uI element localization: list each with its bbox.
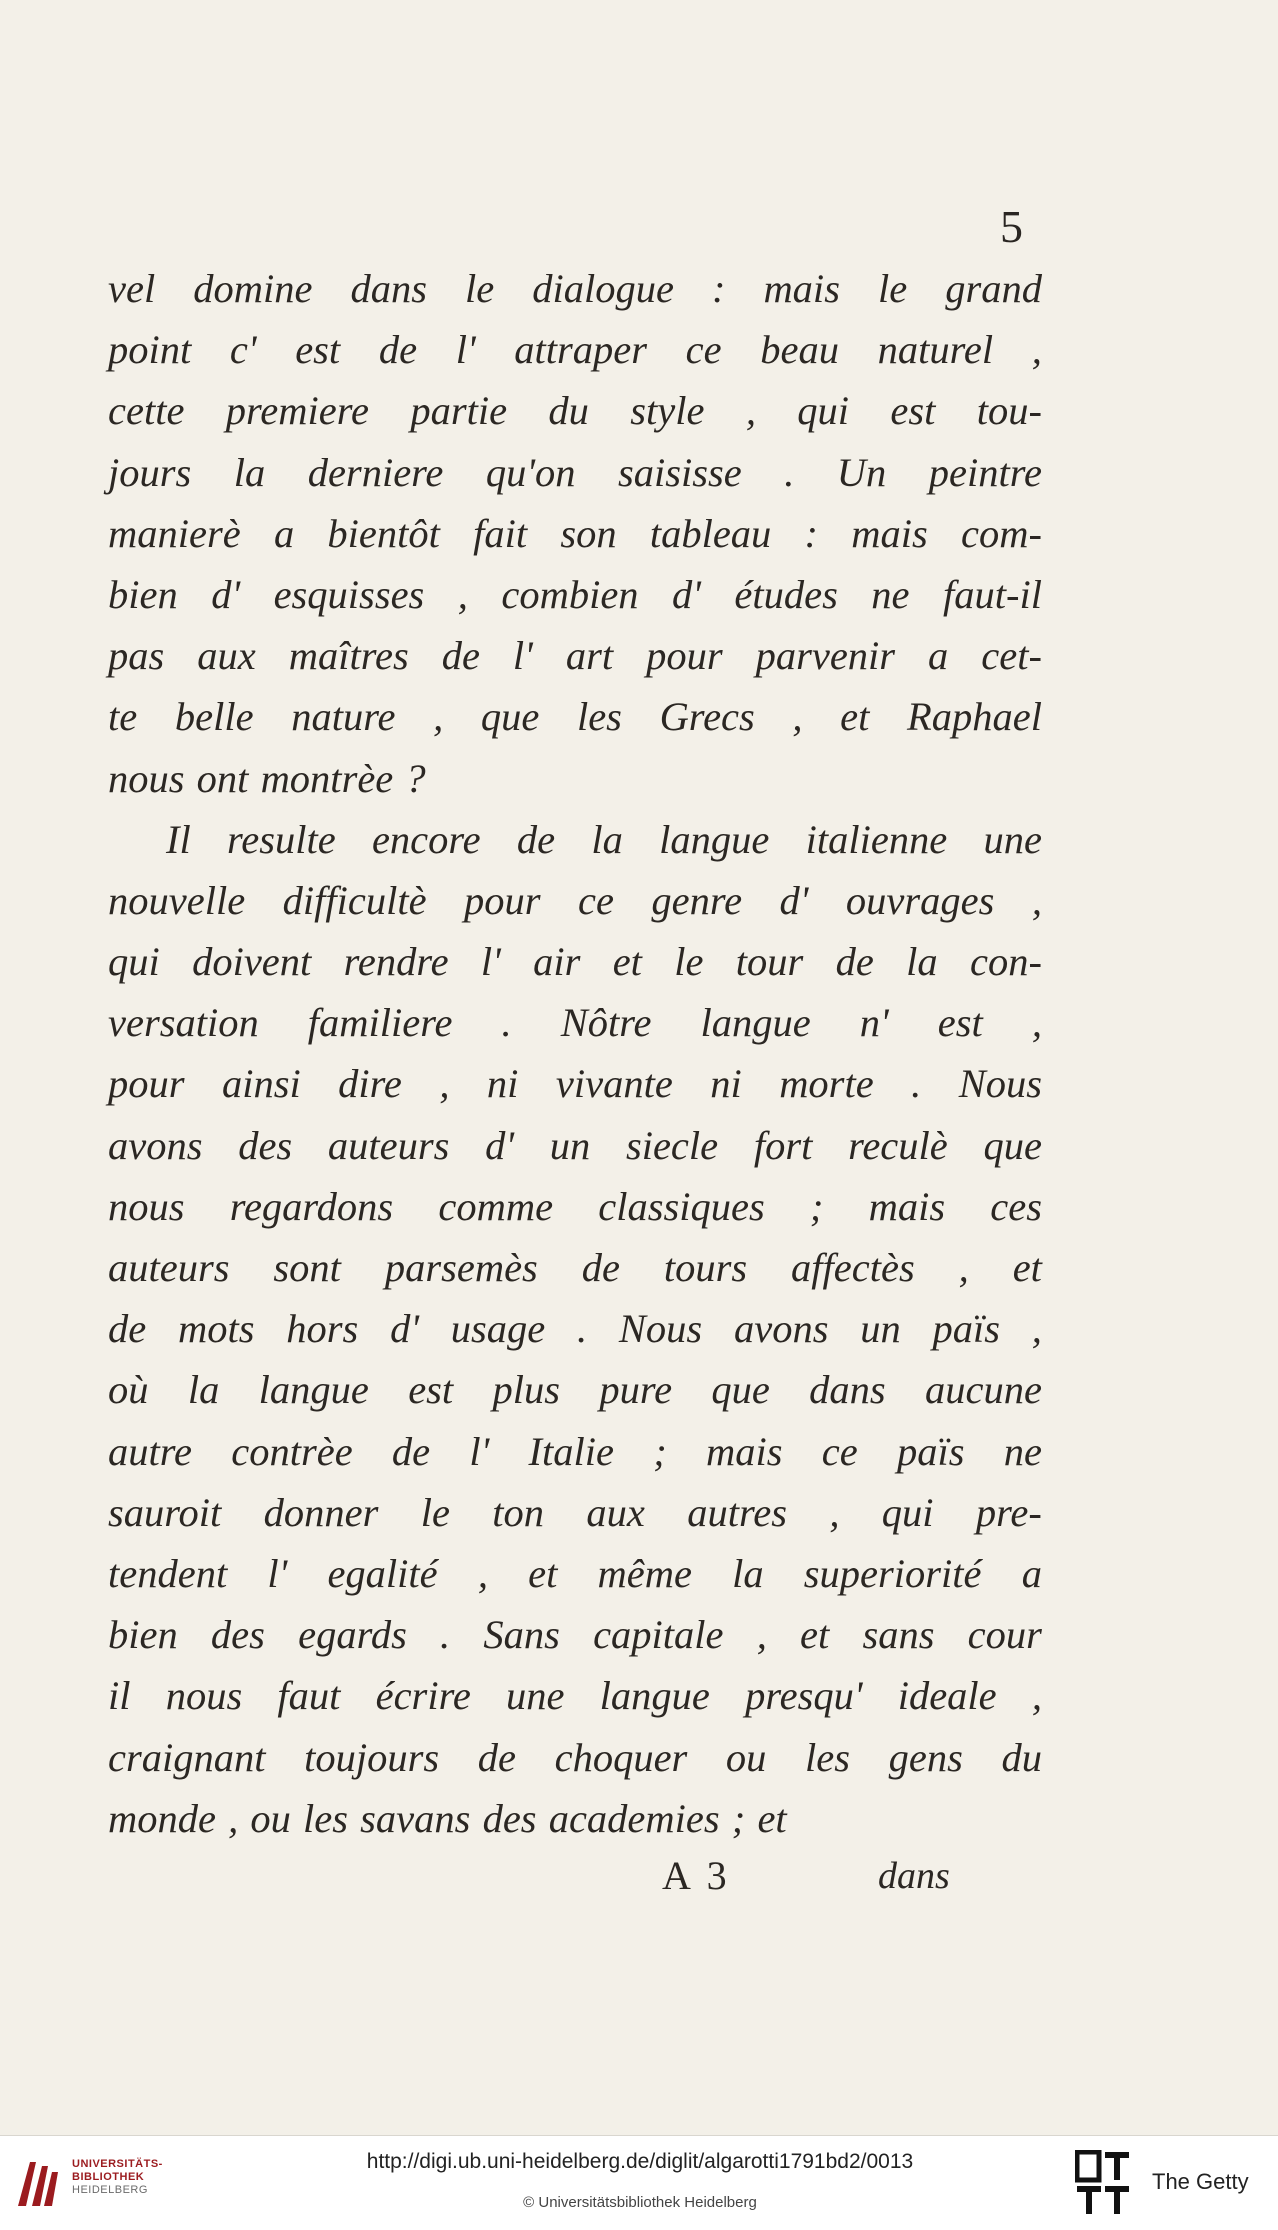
text-line: point c' est de l' attraper ce beau naturel ,	[108, 327, 1042, 373]
body-text	[108, 258, 1042, 1849]
text-line: manierè a bientôt fait son tableau : mais com-	[108, 510, 1042, 556]
signature-mark: A 3	[662, 1853, 731, 1898]
text-line: craignant toujours de choquer ou les gens du	[108, 1734, 1042, 1780]
catchline	[0, 1852, 1278, 1912]
text-line: Il resulte encore de la langue italienne une	[166, 816, 1042, 862]
text-line: de mots hors d' usage . Nous avons un païs ,	[108, 1306, 1042, 1352]
text-line: où la langue est plus pure que dans aucune	[108, 1367, 1042, 1413]
footer-bar	[0, 2135, 1278, 2230]
text-line: qui doivent rendre l' air et le tour de la con-	[108, 939, 1042, 985]
text-line: pour ainsi dire , ni vivante ni morte . Nous	[108, 1061, 1042, 1107]
library-name-line1: UNIVERSITÄTS-	[72, 2158, 163, 2170]
text-line: bien des egards . Sans capitale , et sans cour	[108, 1612, 1042, 1658]
university-library-logo-icon	[12, 2152, 62, 2212]
text-line: autre contrèe de l' Italie ; mais ce païs ne	[108, 1428, 1042, 1474]
text-line: tendent l' egalité , et même la superiorité a	[108, 1550, 1042, 1596]
text-line: auteurs sont parsemès de tours affectès , et	[108, 1245, 1042, 1290]
text-line: avons des auteurs d' un siecle fort reculè que	[108, 1122, 1042, 1168]
text-line: il nous faut écrire une langue presqu' ideale ,	[108, 1673, 1042, 1719]
text-line: jours la derniere qu'on saisisse . Un peintre	[108, 449, 1042, 495]
text-line: te belle nature , que les Grecs , et Raphael	[108, 694, 1042, 740]
text-line: bien d' esquisses , combien d' études ne faut-il	[108, 571, 1042, 617]
page-number: 5	[1000, 201, 1023, 252]
text-line: sauroit donner le ton aux autres , qui pre-	[108, 1489, 1042, 1535]
library-name	[72, 2158, 163, 2197]
permalink-url[interactable]: http://digi.ub.uni-heidelberg.de/diglit/algarotti1791bd2/0013	[366, 2150, 914, 2173]
text-line: nous ont montrèe ?	[108, 755, 426, 801]
text-line: nous regardons comme classiques ; mais ces	[108, 1183, 1042, 1229]
text-line: versation familiere . Nôtre langue n' est ,	[108, 1000, 1042, 1046]
getty-logo-icon	[1075, 2150, 1131, 2216]
text-line: monde , ou les savans des academies ; et	[108, 1795, 787, 1841]
library-name-line3: HEIDELBERG	[72, 2184, 148, 2196]
partner-name: The Getty	[1152, 2169, 1249, 2194]
copyright-notice: © Universitätsbibliothek Heidelberg	[523, 2194, 757, 2211]
text-line: vel domine dans le dialogue : mais le grand	[108, 266, 1042, 311]
text-line: pas aux maîtres de l' art pour parvenir a cet-	[108, 633, 1042, 679]
text-line: cette premiere partie du style , qui est tou-	[108, 388, 1042, 434]
library-name-line2: BIBLIOTHEK	[72, 2171, 145, 2183]
text-line: nouvelle difficultè pour ce genre d' ouvrages ,	[108, 877, 1042, 923]
catchword: dans	[878, 1855, 950, 1897]
